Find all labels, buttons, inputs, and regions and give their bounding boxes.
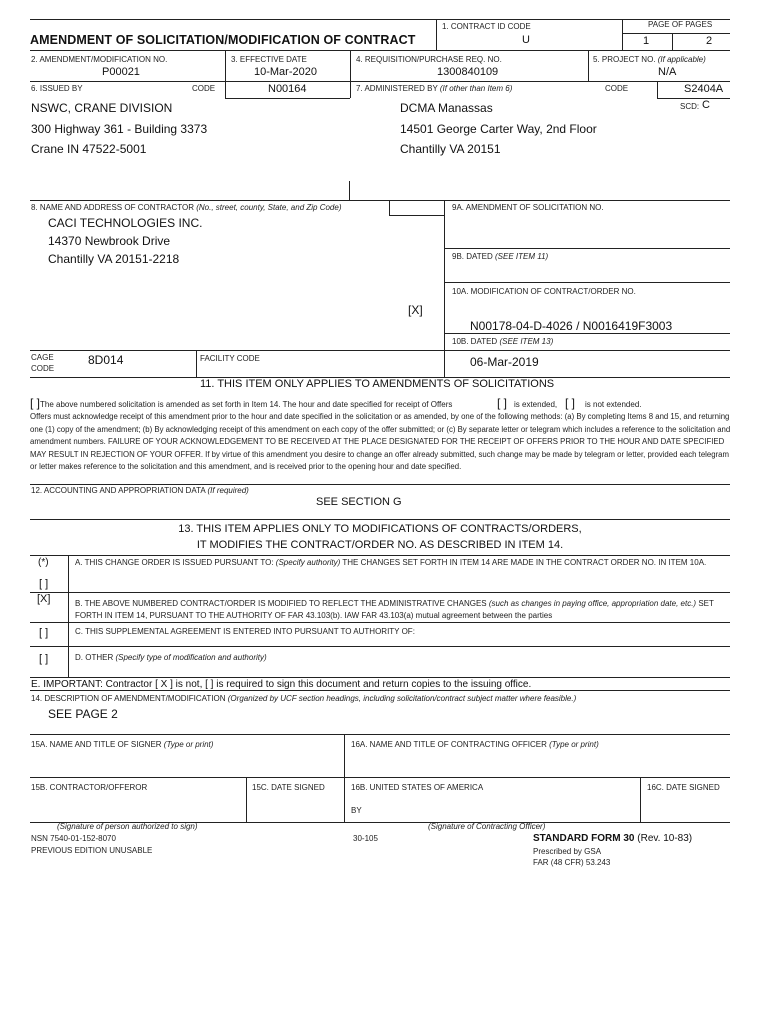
admin-code: S2404A <box>684 83 724 95</box>
issued-by-label: 6. ISSUED BY <box>31 84 83 93</box>
issued-by-line-3: Crane IN 47522-5001 <box>31 142 147 156</box>
date-16c-label: 16C. DATE SIGNED <box>647 783 720 792</box>
mod-contract-no: N00178-04-D-4026 / N0016419F3003 <box>470 319 673 333</box>
page-number: 1 <box>643 35 650 47</box>
item-10b-label: 10B. DATED (SEE ITEM 13) <box>452 337 554 346</box>
scd-value: C <box>702 99 710 111</box>
issued-code-label: CODE <box>192 84 216 93</box>
item-9b-label: 9B. DATED (SEE ITEM 11) <box>452 252 549 261</box>
item-13-heading-2: IT MODIFIES THE CONTRACT/ORDER NO. AS DESCRIBED IN ITEM 14. <box>196 539 564 551</box>
issued-by-line-2: 300 Highway 361 - Building 3373 <box>31 122 208 136</box>
item-13c-checkbox[interactable]: [ ] <box>39 627 49 639</box>
by-label: BY <box>351 806 362 815</box>
item-11-not-extended-checkbox[interactable]: [ ] <box>565 396 576 410</box>
item-13-heading-1: 13. THIS ITEM APPLIES ONLY TO MODIFICATIONS OF CONTRACTS/ORDERS, <box>178 523 582 535</box>
prescribed-by: Prescribed by GSA <box>533 847 602 856</box>
amendment-solicitation-label: 9A. AMENDMENT OF SOLICITATION NO. <box>452 203 604 212</box>
previous-edition: PREVIOUS EDITION UNUSABLE <box>31 846 153 855</box>
far-reference: FAR (48 CFR) 53.243 <box>533 858 611 867</box>
item-11-extended-label: is extended, <box>514 400 558 409</box>
item-e-text: E. IMPORTANT: Contractor [ X ] is not, [ ] is required to sign this document and return copies to the issuing office. <box>31 679 532 690</box>
description-label: 14. DESCRIPTION OF AMENDMENT/MODIFICATION (Organized by UCF section headings, including solicitation/contract subject matter where feasible.) <box>31 694 577 703</box>
item-13b-text: B. THE ABOVE NUMBERED CONTRACT/ORDER IS MODIFIED TO REFLECT THE ADMINISTRATIVE CHANGES (such as changes in paying office, appropriation date, etc.) SET FORTH IN ITEM 14, PURSUANT TO THE AUTHORITY OF FAR 43.103(b). IAW FAR 43.103(a) mutual agreement between the parties <box>75 599 714 620</box>
signature-officer-caption: (Signature of Contracting Officer) <box>428 822 546 831</box>
item-13a-checkbox[interactable]: [ ] <box>39 578 49 590</box>
cage-label-2: CODE <box>31 364 55 373</box>
nsn-number: NSN 7540-01-152-8070 <box>31 834 116 843</box>
cage-label-1: CAGE <box>31 353 54 362</box>
accounting-value: SEE SECTION G <box>316 496 402 508</box>
item-11-body: Offers must acknowledge receipt of this amendment prior to the hour and date specified in the solicitation or as amended, by one of the following methods: (a) By completing Items 8 and 15, and returning one (1) copy of the amendment; (b) By acknowledging receipt of this amendment on each copy of the offer submitted; or (c) By separate letter or telegram which includes a reference to the solicitation and amendment numbers. FAILURE OF YOUR ACKNOWLEDGEMENT TO BE RECEIVED AT THE PLACE DESIGNATED FOR THE RECEIPT OF OFFERS PRIOR TO THE HOUR AND DATE SPECIFIED MAY RESULT IN REJECTION OF YOUR OFFER. If by virtue of this amendment you desire to change an offer already submitted, such change may be made by telegram or letter, provided each telegram or letter makes reference to the solicitation and this amendment, and is received prior to the opening hour and date specified. <box>30 412 731 472</box>
issued-by-line-1: NSWC, CRANE DIVISION <box>31 101 173 115</box>
item-13d-text: D. OTHER (Specify type of modification and authority) <box>75 653 267 662</box>
cage-code: 8D014 <box>88 353 124 367</box>
contract-id-code-label: 1. CONTRACT ID CODE <box>442 22 531 31</box>
signature-person-caption: (Signature of person authorized to sign) <box>57 822 198 831</box>
item-11-not-extended-label: is not extended. <box>585 400 642 409</box>
item-11-heading: 11. THIS ITEM ONLY APPLIES TO AMENDMENTS OF SOLICITATIONS <box>200 378 555 390</box>
contractor-line-2: 14370 Newbrook Drive <box>48 234 171 248</box>
accounting-label: 12. ACCOUNTING AND APPROPRIATION DATA (If required) <box>31 486 249 495</box>
officer-label: 16A. NAME AND TITLE OF CONTRACTING OFFICER (Type or print) <box>351 740 599 749</box>
administered-by-line-3: Chantilly VA 20151 <box>400 142 501 156</box>
contractor-line-1: CACI TECHNOLOGIES INC. <box>48 216 203 230</box>
form-code: 30-105 <box>353 834 378 843</box>
scd-label: SCD: <box>680 102 700 111</box>
contractor-offeror-label: 15B. CONTRACTOR/OFFEROR <box>31 783 148 792</box>
requisition-label: 4. REQUISITION/PURCHASE REQ. NO. <box>356 55 502 64</box>
facility-code-label: FACILITY CODE <box>200 354 260 363</box>
date-15c-label: 15C. DATE SIGNED <box>252 783 325 792</box>
contractor-label: 8. NAME AND ADDRESS OF CONTRACTOR (No., street, county, State, and Zip Code) <box>31 203 342 212</box>
item-10b-date: 06-Mar-2019 <box>470 355 539 369</box>
amendment-mod-no-label: 2. AMENDMENT/MODIFICATION NO. <box>31 55 168 64</box>
item-10-checkbox[interactable]: [X] <box>408 303 423 317</box>
issued-code: N00164 <box>268 83 307 95</box>
item-11-extended-checkbox[interactable]: [ ] <box>497 396 508 410</box>
item-11-checkbox-open[interactable]: [ ] <box>30 396 41 410</box>
project-no: N/A <box>658 66 677 78</box>
description-value: SEE PAGE 2 <box>48 707 118 721</box>
project-no-label: 5. PROJECT NO. (If applicable) <box>593 55 706 64</box>
contractor-line-3: Chantilly VA 20151-2218 <box>48 252 180 266</box>
requisition-no: 1300840109 <box>437 66 499 78</box>
admin-code-label: CODE <box>605 84 629 93</box>
item-11-line-1: The above numbered solicitation is amended as set forth in Item 14. The hour and date specified for receipt of Offers <box>40 400 453 409</box>
item-13a-text: A. THIS CHANGE ORDER IS ISSUED PURSUANT TO: (Specify authority) THE CHANGES SET FORTH IN ITEM 14 ARE MADE IN THE CONTRACT ORDER NO. IN ITEM 10A. <box>75 558 707 567</box>
page-of-pages-label: PAGE OF PAGES <box>648 20 713 29</box>
item-13d-checkbox[interactable]: [ ] <box>39 653 49 665</box>
administered-by-line-2: 14501 George Carter Way, 2nd Floor <box>400 122 597 136</box>
form-title: AMENDMENT OF SOLICITATION/MODIFICATION OF CONTRACT <box>30 33 416 47</box>
signer-label: 15A. NAME AND TITLE OF SIGNER (Type or print) <box>31 740 214 749</box>
item-13-star: (*) <box>38 557 49 568</box>
administered-by-line-1: DCMA Manassas <box>400 101 493 115</box>
effective-date: 10-Mar-2020 <box>254 66 317 78</box>
contract-id-code: U <box>522 34 530 46</box>
standard-form-name: STANDARD FORM 30 (Rev. 10-83) <box>533 833 693 844</box>
usa-label: 16B. UNITED STATES OF AMERICA <box>351 783 484 792</box>
item-13b-checkbox[interactable]: [X] <box>37 593 51 605</box>
total-pages: 2 <box>706 35 713 47</box>
effective-date-label: 3. EFFECTIVE DATE <box>231 55 307 64</box>
amendment-mod-no: P00021 <box>102 66 140 78</box>
administered-by-label: 7. ADMINISTERED BY (If other than Item 6) <box>356 84 513 93</box>
mod-contract-label: 10A. MODIFICATION OF CONTRACT/ORDER NO. <box>452 287 636 296</box>
item-13c-text: C. THIS SUPPLEMENTAL AGREEMENT IS ENTERED INTO PURSUANT TO AUTHORITY OF: <box>75 627 415 636</box>
